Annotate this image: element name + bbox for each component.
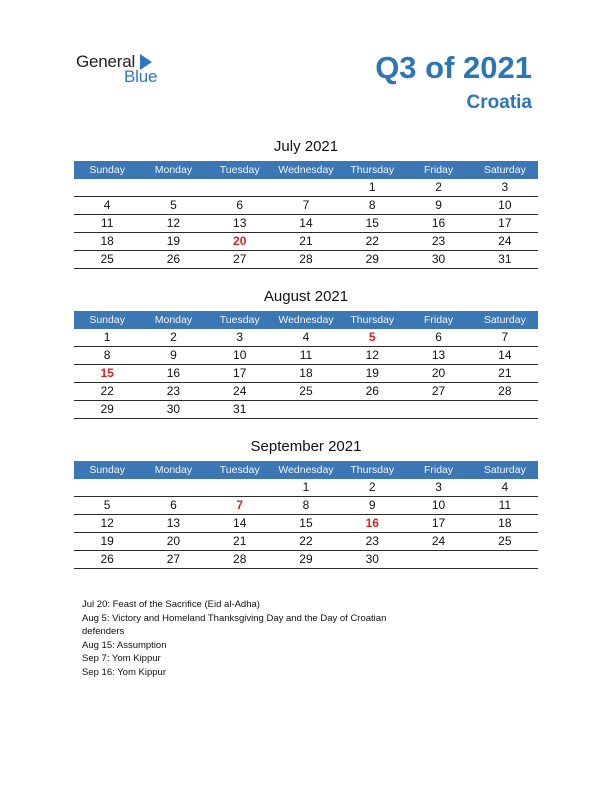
day-cell: 1 [103, 330, 111, 344]
weekday-label: Monday [154, 164, 193, 176]
day-cell: 27 [166, 552, 181, 566]
day-cell [405, 551, 471, 568]
day-cell [140, 479, 206, 496]
day-cell [405, 401, 471, 418]
day-cell: 18 [100, 234, 114, 248]
day-cell: 9 [368, 498, 376, 512]
day-cell: 11 [100, 216, 114, 230]
week-row [74, 401, 538, 419]
weekday-label: Wednesday [278, 314, 334, 326]
day-cell: 20 [431, 366, 446, 380]
day-cell: 6 [236, 198, 244, 212]
holiday-note: Sep 7: Yom Kippur [82, 653, 161, 664]
day-cell: 20 [233, 234, 247, 248]
day-cell: 8 [103, 348, 111, 362]
day-cell: 3 [501, 180, 509, 194]
day-cell: 10 [431, 498, 446, 512]
day-cell: 21 [233, 534, 247, 548]
day-cell: 27 [431, 384, 446, 398]
day-cell: 12 [166, 216, 181, 230]
day-cell: 21 [299, 234, 313, 248]
day-cell: 26 [365, 384, 379, 398]
month-weeks [74, 329, 538, 419]
weekday-label: Saturday [483, 464, 526, 476]
weekday-header [74, 161, 538, 179]
week-row [74, 233, 538, 251]
day-cell: 9 [170, 348, 177, 362]
week-row [74, 347, 538, 365]
day-cell: 26 [100, 552, 114, 566]
day-cell: 27 [233, 252, 247, 266]
month-title: August 2021 [263, 288, 349, 305]
day-cell: 7 [501, 330, 509, 344]
day-cell: 14 [233, 516, 247, 530]
day-cell: 4 [501, 480, 509, 494]
weekday-header [74, 311, 538, 329]
week-row [74, 365, 538, 383]
week-row [74, 197, 538, 215]
day-cell: 16 [166, 366, 181, 380]
holiday-note: Jul 20: Feast of the Sacrifice (Eid al-Adha) [82, 599, 260, 610]
weekday-label: Wednesday [278, 464, 334, 476]
day-cell: 4 [302, 330, 310, 344]
day-cell: 9 [435, 198, 442, 212]
day-cell: 16 [365, 516, 379, 530]
week-row [74, 179, 538, 197]
holiday-notes [82, 598, 422, 679]
day-cell: 3 [435, 480, 442, 494]
day-cell: 17 [498, 216, 512, 230]
day-cell: 17 [233, 366, 247, 380]
day-cell: 2 [435, 180, 442, 194]
day-cell: 23 [431, 234, 446, 248]
day-cell [472, 551, 538, 568]
logo-blue-text: Blue [124, 67, 158, 86]
weekday-label: Thursday [350, 164, 395, 176]
holiday-note: Aug 15: Assumption [82, 639, 167, 651]
day-cell: 7 [236, 498, 244, 512]
day-cell: 28 [299, 252, 313, 266]
day-cell: 28 [498, 384, 512, 398]
day-cell: 8 [368, 198, 376, 212]
country-name: Croatia [466, 92, 532, 113]
weekday-label: Saturday [483, 314, 526, 326]
day-cell: 5 [368, 330, 376, 344]
day-cell: 30 [166, 402, 181, 416]
day-cell: 6 [435, 330, 442, 344]
day-cell: 1 [368, 180, 376, 194]
day-cell: 23 [166, 384, 181, 398]
weekday-label: Thursday [350, 464, 395, 476]
week-row [74, 497, 538, 515]
day-cell: 26 [166, 252, 181, 266]
day-cell: 10 [498, 198, 512, 212]
day-cell: 30 [431, 252, 446, 266]
day-cell: 4 [103, 198, 111, 212]
day-cell: 14 [498, 348, 512, 362]
day-cell: 18 [498, 516, 512, 530]
month-weeks [74, 479, 538, 569]
day-cell: 19 [166, 234, 181, 248]
day-cell: 1 [302, 480, 310, 494]
day-cell: 25 [299, 384, 313, 398]
day-cell: 2 [170, 330, 177, 344]
day-cell: 24 [498, 234, 512, 248]
day-cell: 13 [233, 216, 247, 230]
day-cell: 28 [233, 552, 247, 566]
day-cell: 30 [365, 552, 379, 566]
day-cell [339, 401, 405, 418]
day-cell: 15 [100, 366, 114, 380]
day-cell [207, 179, 273, 196]
week-row [74, 251, 538, 269]
week-row [74, 551, 538, 569]
day-cell: 15 [299, 516, 313, 530]
month-calendar-august [74, 287, 538, 419]
weekday-label: Tuesday [219, 464, 260, 476]
day-cell: 23 [365, 534, 379, 548]
day-cell: 5 [170, 198, 177, 212]
day-cell: 22 [100, 384, 114, 398]
day-cell: 14 [299, 216, 313, 230]
day-cell: 12 [365, 348, 379, 362]
day-cell: 19 [100, 534, 114, 548]
day-cell: 5 [103, 498, 111, 512]
day-cell [74, 479, 140, 496]
day-cell: 16 [431, 216, 446, 230]
weekday-label: Sunday [89, 464, 125, 476]
weekday-label: Sunday [89, 314, 125, 326]
day-cell: 15 [365, 216, 379, 230]
day-cell [273, 401, 339, 418]
day-cell: 21 [498, 366, 512, 380]
holiday-note: Sep 16: Yom Kippur [82, 666, 166, 678]
day-cell: 12 [100, 516, 114, 530]
week-row [74, 533, 538, 551]
day-cell: 8 [302, 498, 310, 512]
day-cell: 6 [170, 498, 177, 512]
day-cell [472, 401, 538, 418]
day-cell: 29 [299, 552, 313, 566]
day-cell: 29 [100, 402, 114, 416]
day-cell: 22 [365, 234, 379, 248]
day-cell: 13 [431, 348, 446, 362]
weekday-label: Wednesday [278, 164, 334, 176]
weekday-label: Monday [154, 464, 193, 476]
day-cell [273, 179, 339, 196]
day-cell: 25 [100, 252, 114, 266]
weekday-label: Thursday [350, 314, 395, 326]
day-cell: 10 [233, 348, 247, 362]
day-cell: 3 [236, 330, 244, 344]
page-title: Q3 of 2021 [375, 50, 532, 85]
day-cell: 31 [498, 252, 512, 266]
weekday-header [74, 461, 538, 479]
brand-logo [76, 52, 176, 88]
day-cell: 29 [365, 252, 379, 266]
day-cell: 31 [233, 402, 247, 416]
day-cell: 24 [233, 384, 247, 398]
day-cell [74, 179, 140, 196]
month-weeks [74, 179, 538, 269]
week-row [74, 383, 538, 401]
week-row [74, 329, 538, 347]
month-title: September 2021 [250, 438, 362, 455]
month-calendar-september [74, 437, 538, 569]
weekday-label: Tuesday [219, 314, 260, 326]
weekday-label: Monday [154, 314, 193, 326]
day-cell: 24 [431, 534, 446, 548]
day-cell: 25 [498, 534, 512, 548]
day-cell [140, 179, 206, 196]
weekday-label: Tuesday [219, 164, 260, 176]
week-row [74, 515, 538, 533]
weekday-label: Saturday [483, 164, 526, 176]
day-cell: 19 [365, 366, 379, 380]
month-title: July 2021 [273, 138, 339, 155]
day-cell: 17 [431, 516, 446, 530]
weekday-label: Friday [423, 464, 454, 476]
week-row [74, 215, 538, 233]
weekday-label: Friday [423, 164, 454, 176]
day-cell: 2 [368, 480, 376, 494]
weekday-label: Friday [423, 314, 454, 326]
day-cell [207, 479, 273, 496]
holiday-note: Aug 5: Victory and Homeland Thanksgiving Day and the Day of Croatian defenders [82, 612, 387, 637]
weekday-label: Sunday [89, 164, 125, 176]
day-cell: 13 [166, 516, 181, 530]
logo-general-text: General [76, 52, 136, 71]
day-cell: 7 [302, 198, 310, 212]
day-cell: 11 [299, 348, 313, 362]
month-calendar-july [74, 137, 538, 269]
day-cell: 11 [498, 498, 512, 512]
week-row [74, 479, 538, 497]
day-cell: 18 [299, 366, 313, 380]
day-cell: 20 [166, 534, 181, 548]
day-cell: 22 [299, 534, 313, 548]
